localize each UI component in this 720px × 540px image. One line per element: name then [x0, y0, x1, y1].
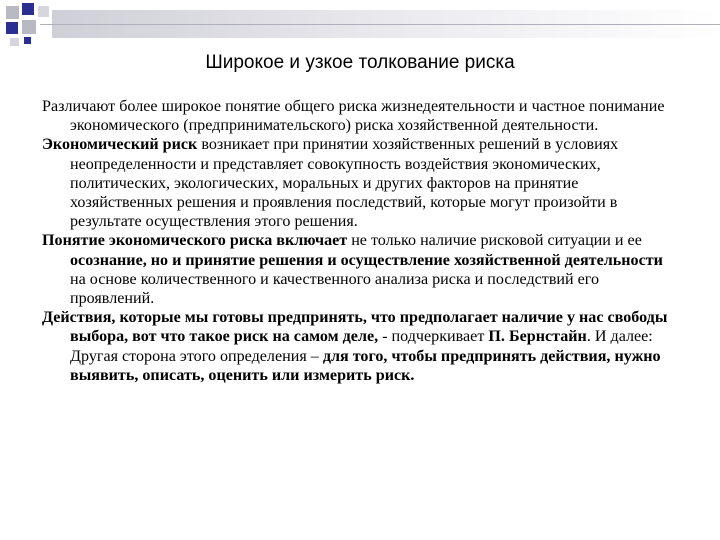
paragraph-4	[42, 308, 678, 385]
decorative-header	[0, 0, 720, 46]
paragraph-2	[42, 135, 678, 231]
deco-square	[22, 20, 36, 34]
bold-term: Экономический риск	[42, 136, 198, 154]
deco-square	[6, 22, 18, 34]
deco-square	[10, 38, 19, 46]
bold-phrase: для того, чтобы предпринять действия, нужно выявить, описать, оценить или измерить риск.	[70, 347, 661, 384]
paragraph-text: не только наличие рисковой ситуации и ее	[347, 232, 642, 250]
bold-term: Понятие экономического риска включает	[42, 232, 348, 250]
deco-square	[22, 3, 34, 15]
paragraph-text: - подчеркивает	[378, 328, 489, 346]
deco-square	[24, 37, 31, 44]
paragraph-1	[42, 97, 678, 135]
paragraph-text: возникает при принятии хозяйственных решений в условиях неопределенности и представляет совокупность воздействия экономических, политических, экологических, моральных и других факторов на принятие хозяйственных решения и проявления последствий, которые могут произойти в результате осуществления этого решения.	[70, 136, 619, 231]
slide-title: Широкое и узкое толкование риска	[205, 52, 515, 73]
paragraph-text: Различают более широкое понятие общего риска жизнедеятельности и частное понимание экономического (предпринимательского) риска хозяйственной деятельности.	[42, 98, 665, 135]
deco-square	[38, 6, 49, 17]
header-rule	[40, 24, 720, 25]
paragraph-3	[42, 231, 678, 308]
bold-quote: Действия, которые мы готовы предпринять, что предполагает наличие у нас свободы выбора, вот что такое риск на самом деле,	[42, 309, 668, 346]
paragraph-text: на основе количественного и качественного анализа риска и последствий его проявлений.	[70, 270, 600, 308]
bold-phrase: осознание, но и принятие решения и осуществление хозяйственной деятельности	[70, 251, 663, 269]
slide-body	[42, 97, 678, 385]
deco-square	[6, 6, 19, 19]
bold-name: П. Бернстайн	[488, 328, 587, 346]
paragraph-text: . И далее: Другая сторона этого определения –	[70, 328, 653, 365]
